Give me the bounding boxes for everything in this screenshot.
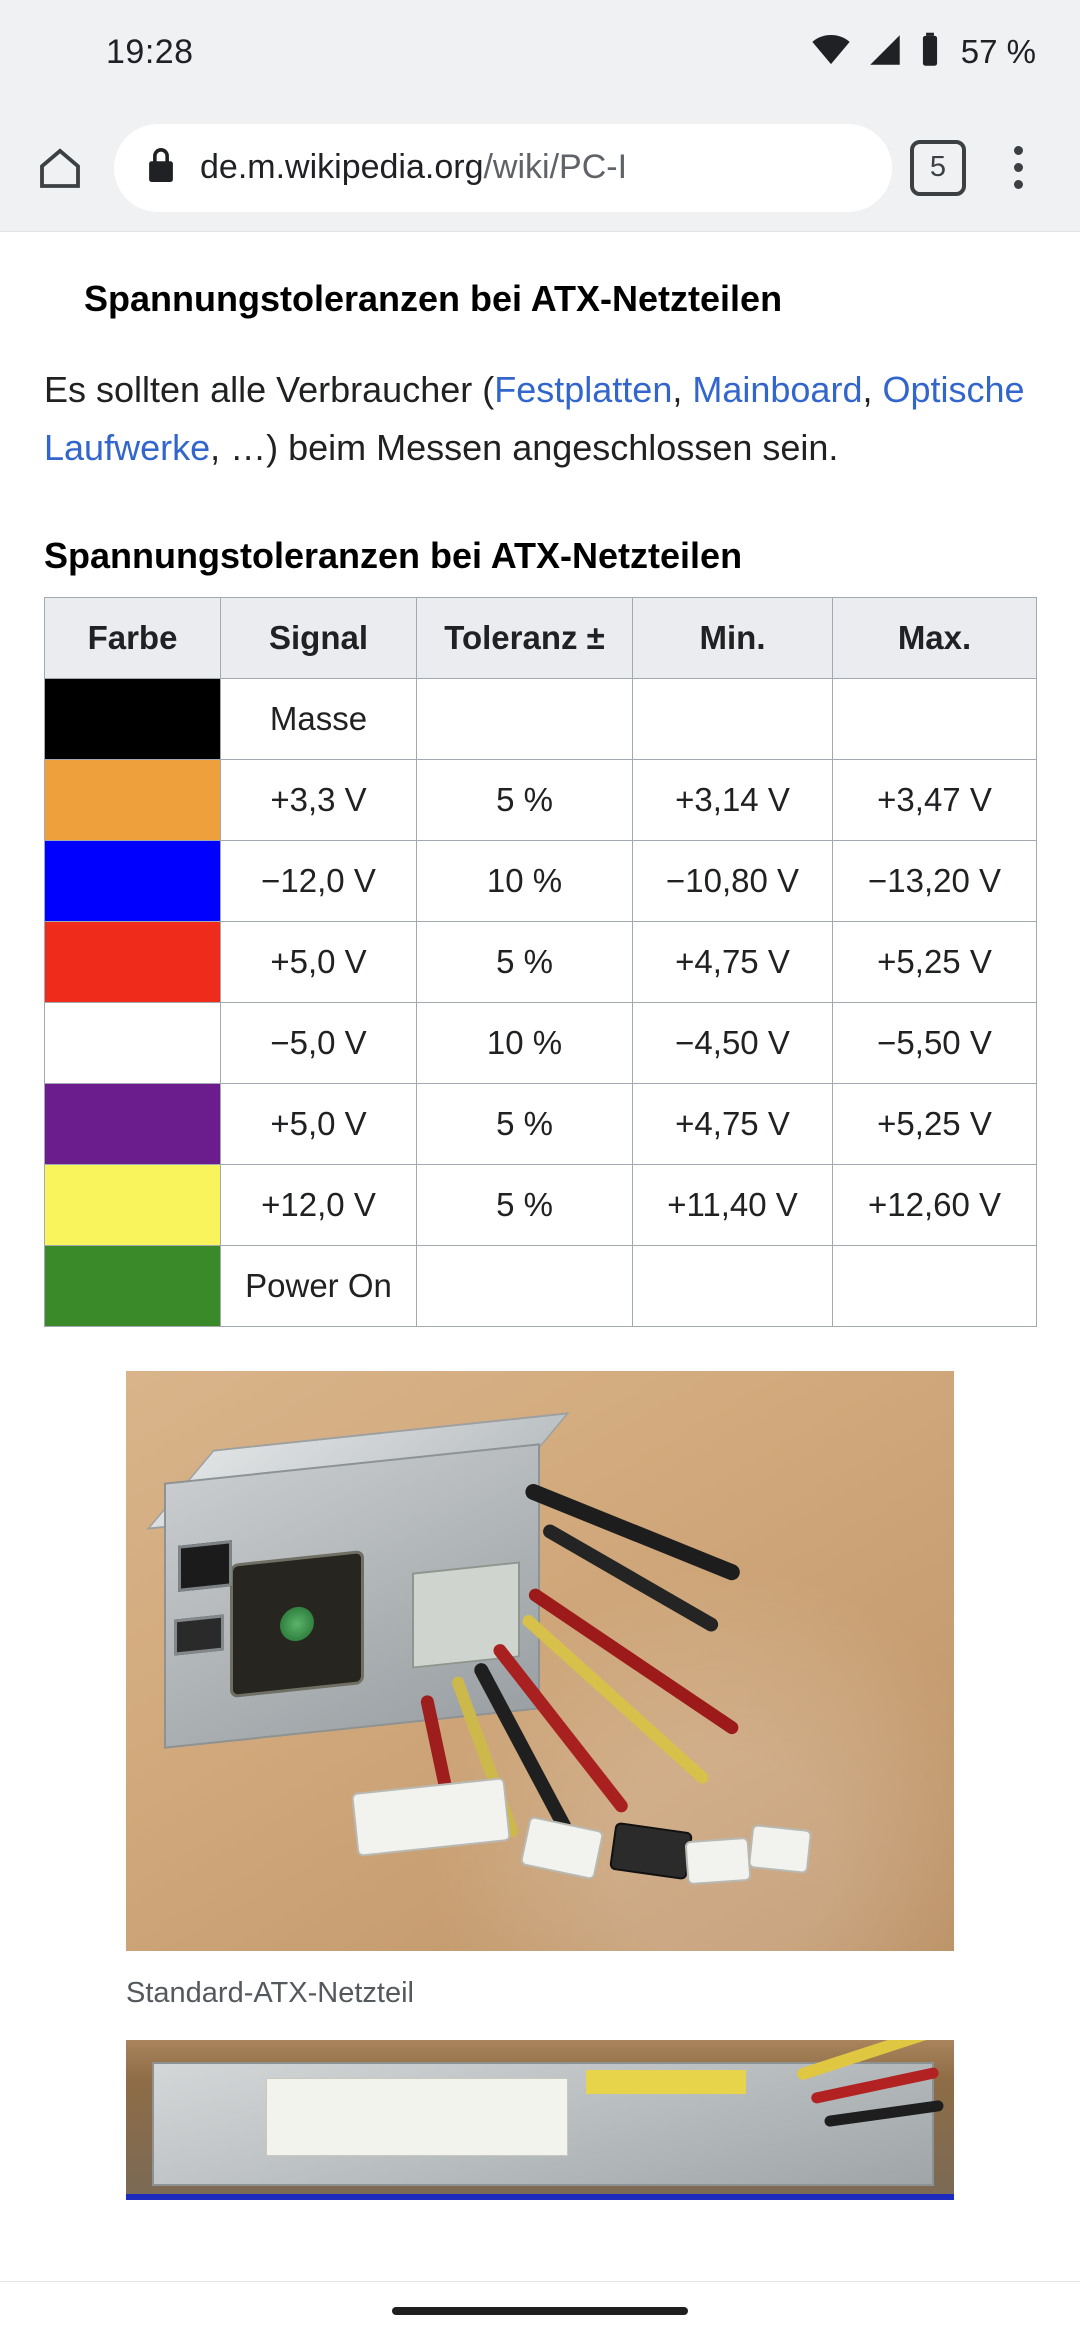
- url-path: /wiki/PC-I: [483, 148, 628, 186]
- url-text: [200, 148, 627, 187]
- cell-signal: Masse: [221, 679, 417, 760]
- column-header-max: Max.: [833, 598, 1037, 679]
- cell-signal: +12,0 V: [221, 1165, 417, 1246]
- status-clock: 19:28: [106, 32, 194, 71]
- home-indicator[interactable]: [392, 2307, 688, 2315]
- column-header-farbe: Farbe: [45, 598, 221, 679]
- psu-label-sticker: [266, 2078, 568, 2156]
- lock-icon: [144, 146, 178, 189]
- menu-dot: [1014, 163, 1023, 172]
- paragraph-text-3: ,: [862, 368, 883, 410]
- cell-signal: Power On: [221, 1246, 417, 1327]
- table-row: [45, 679, 1037, 760]
- color-swatch: [45, 1246, 221, 1327]
- cell-min: +4,75 V: [633, 1084, 833, 1165]
- cell-max: −13,20 V: [833, 841, 1037, 922]
- cell-min: −4,50 V: [633, 1003, 833, 1084]
- cell-max: +5,25 V: [833, 922, 1037, 1003]
- figure-atx-netzteil: [126, 1371, 954, 2010]
- paragraph-text-4: , …) beim Messen angeschlossen sein.: [210, 427, 839, 469]
- cell-max: [833, 1246, 1037, 1327]
- voltage-tolerance-table: [44, 597, 1037, 1327]
- menu-dot: [1014, 146, 1023, 155]
- signal-icon: [867, 33, 903, 72]
- psu-connector-peripheral: [748, 1824, 812, 1874]
- intro-paragraph: [44, 361, 1036, 478]
- overflow-menu-icon[interactable]: [992, 136, 1044, 200]
- figure-second-photo: [126, 2040, 954, 2200]
- psu-connector-atx: [351, 1778, 511, 1858]
- cell-signal: −5,0 V: [221, 1003, 417, 1084]
- psu-connector-sata: [609, 1822, 693, 1880]
- cell-signal: +5,0 V: [221, 1084, 417, 1165]
- paragraph-text-1: Es sollten alle Verbraucher (: [44, 368, 495, 410]
- color-swatch: [45, 1084, 221, 1165]
- cell-min: +3,14 V: [633, 760, 833, 841]
- psu-connector-molex: [520, 1816, 605, 1881]
- article-content: [0, 276, 1080, 2200]
- section-heading: Spannungstoleranzen bei ATX-Netzteilen: [84, 278, 783, 319]
- cell-min: −10,80 V: [633, 841, 833, 922]
- table-row: [45, 1003, 1037, 1084]
- column-header-min: Min.: [633, 598, 833, 679]
- cell-max: +5,25 V: [833, 1084, 1037, 1165]
- table-row: [45, 1084, 1037, 1165]
- status-bar: [0, 0, 1080, 104]
- cell-toleranz: 10 %: [417, 841, 633, 922]
- color-swatch: [45, 922, 221, 1003]
- photo-standard-atx-netzteil[interactable]: [126, 1371, 954, 1951]
- url-domain: de.m.wikipedia.org: [200, 148, 484, 186]
- cell-max: +3,47 V: [833, 760, 1037, 841]
- cell-min: [633, 1246, 833, 1327]
- cell-signal: +5,0 V: [221, 922, 417, 1003]
- battery-icon: [919, 32, 941, 73]
- table-body: [45, 679, 1037, 1327]
- color-swatch: [45, 1165, 221, 1246]
- cell-max: [833, 679, 1037, 760]
- cell-signal: −12,0 V: [221, 841, 417, 922]
- tab-switcher-button[interactable]: 5: [910, 140, 966, 196]
- psu-warning-sticker: [586, 2070, 746, 2094]
- psu-power-socket: [178, 1541, 232, 1593]
- table-header-row: [45, 598, 1037, 679]
- color-swatch: [45, 841, 221, 922]
- menu-dot: [1014, 180, 1023, 189]
- cell-max: +12,60 V: [833, 1165, 1037, 1246]
- link-optische-laufwerke[interactable]: Optische Laufwerke: [44, 368, 1025, 469]
- cell-toleranz: 5 %: [417, 760, 633, 841]
- cell-signal: +3,3 V: [221, 760, 417, 841]
- link-mainboard[interactable]: Mainboard: [692, 368, 863, 410]
- paragraph-text-2: ,: [672, 368, 693, 410]
- color-swatch: [45, 760, 221, 841]
- psu-connector-floppy: [685, 1837, 752, 1885]
- cell-toleranz: 5 %: [417, 1084, 633, 1165]
- column-header-signal: Signal: [221, 598, 417, 679]
- cell-toleranz: [417, 679, 633, 760]
- cell-toleranz: [417, 1246, 633, 1327]
- wifi-icon: [811, 33, 851, 72]
- browser-toolbar: [0, 104, 1080, 232]
- table-row: [45, 1165, 1037, 1246]
- home-icon[interactable]: [18, 126, 102, 210]
- table-row: [45, 922, 1037, 1003]
- link-festplatten[interactable]: Festplatten: [494, 368, 673, 410]
- cell-min: +4,75 V: [633, 922, 833, 1003]
- psu-fan: [230, 1550, 364, 1698]
- table-row: [45, 760, 1037, 841]
- table-row: [45, 841, 1037, 922]
- cell-toleranz: 10 %: [417, 1003, 633, 1084]
- color-swatch: [45, 1003, 221, 1084]
- photo-server-netzteil[interactable]: [126, 2040, 954, 2200]
- column-header-toleranz: Toleranz ±: [417, 598, 633, 679]
- table-caption: Spannungstoleranzen bei ATX-Netzteilen: [44, 535, 743, 577]
- figure-caption: Standard-ATX-Netzteil: [126, 1977, 414, 2010]
- cell-max: −5,50 V: [833, 1003, 1037, 1084]
- cell-min: [633, 679, 833, 760]
- cell-toleranz: 5 %: [417, 922, 633, 1003]
- cell-toleranz: 5 %: [417, 1165, 633, 1246]
- cell-min: +11,40 V: [633, 1165, 833, 1246]
- table-row: [45, 1246, 1037, 1327]
- color-swatch: [45, 679, 221, 760]
- battery-percent-label: 57 %: [960, 33, 1036, 70]
- system-navigation-bar: [0, 2281, 1080, 2340]
- status-icons: [811, 32, 1036, 73]
- url-bar[interactable]: [114, 124, 892, 212]
- psu-power-switch: [174, 1615, 224, 1656]
